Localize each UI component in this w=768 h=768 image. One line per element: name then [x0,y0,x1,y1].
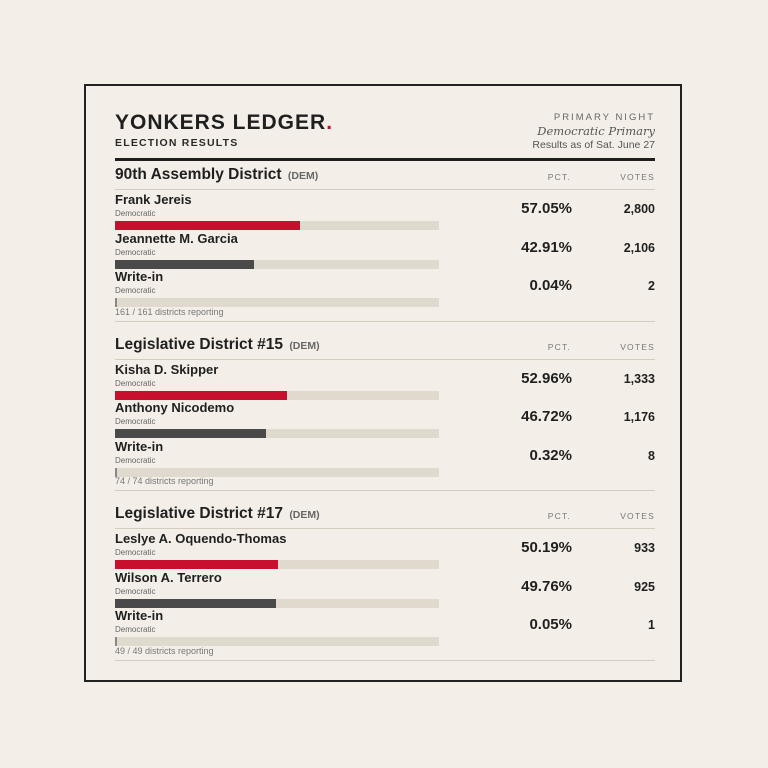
candidate-affiliation: Democratic [115,286,156,295]
candidate-votes: 1,333 [623,371,655,386]
brand-subtitle: ELECTION RESULTS [115,137,239,149]
candidate-votes: 1 [648,618,655,632]
race-party: (DEM) [289,339,320,352]
candidate-pct: 50.19% [521,539,572,556]
candidate-votes: 2,800 [623,202,655,216]
candidate-affiliation: Democratic [115,378,156,388]
candidate-name: Anthony Nicodemo [115,400,235,415]
candidate-row [115,437,655,476]
brand-name: YONKERS LEDGER [115,111,327,134]
candidate-name: Jeannette M. Garcia [115,230,238,246]
race-name: 90th Assembly District [115,166,282,183]
race-header [115,161,655,190]
candidate-row [115,267,655,306]
candidate-row [115,529,655,568]
races-list [115,161,655,661]
candidate-affiliation: Democratic [115,417,156,426]
race-block [115,500,655,661]
candidate-name: Write-in [115,438,164,454]
masthead [115,112,655,156]
candidate-pct: 0.32% [529,446,572,464]
reporting-status [115,306,655,322]
reporting-status [115,645,655,661]
pct-column-header: PCT. [547,341,571,352]
race-block [115,331,655,501]
reporting-status [115,475,655,491]
race-spacer [115,322,655,331]
votes-column-header: VOTES [620,172,655,182]
candidate-row [115,568,655,607]
race-header [115,500,655,529]
candidate-row [115,229,655,268]
candidate-affiliation: Democratic [115,625,156,634]
race-name: Legislative District #17 [115,505,283,522]
votes-column-header: VOTES [620,511,655,521]
candidate-votes: 933 [634,541,655,555]
candidate-pct: 46.72% [521,408,572,425]
candidate-votes: 2,106 [623,240,655,255]
edition-kicker: PRIMARY NIGHT [553,112,655,123]
candidate-affiliation: Democratic [115,247,156,257]
candidate-pct: 0.04% [529,277,572,294]
reporting-text: 161 / 161 districts reporting [115,306,224,317]
candidate-votes: 1,176 [623,410,655,424]
candidate-pct: 57.05% [521,200,572,217]
race-title [115,505,320,523]
candidate-name: Wilson A. Terrero [115,569,222,585]
pct-column-header: PCT. [547,172,571,182]
candidate-affiliation: Democratic [115,586,156,596]
race-spacer [115,491,655,500]
candidate-affiliation: Democratic [115,209,156,218]
candidate-row [115,190,655,229]
reporting-text: 74 / 74 districts reporting [115,476,214,486]
candidate-name: Frank Jereis [115,192,192,207]
edition-meta [532,112,655,152]
candidate-pct: 0.05% [529,616,572,633]
race-title [115,166,318,184]
candidate-name: Kisha D. Skipper [115,361,219,377]
edition-primary: Democratic Primary [537,124,655,138]
reporting-text: 49 / 49 districts reporting [115,645,214,656]
candidate-row [115,606,655,645]
race-header [115,331,655,360]
results-content [115,112,655,661]
candidate-name: Write-in [115,608,164,623]
race-name: Legislative District #15 [115,335,283,353]
race-block [115,161,655,331]
candidate-row [115,360,655,399]
brand-dot: . [326,111,334,134]
votes-column-header: VOTES [620,341,655,352]
race-party: (DEM) [287,170,319,182]
candidate-votes: 8 [648,448,655,463]
candidate-affiliation: Democratic [115,548,156,557]
candidate-affiliation: Democratic [115,455,156,465]
candidate-pct: 49.76% [521,577,572,595]
results-card [84,84,682,682]
candidate-pct: 42.91% [521,238,572,256]
candidate-name: Write-in [115,269,164,284]
candidate-votes: 925 [634,579,655,594]
results-timestamp: Results as of Sat. June 27 [532,139,655,151]
race-party: (DEM) [289,509,320,521]
candidate-name: Leslye A. Oquendo-Thomas [115,531,287,546]
race-title [115,336,320,354]
candidate-row [115,398,655,437]
candidate-pct: 52.96% [521,369,572,387]
pct-column-header: PCT. [547,511,571,521]
candidate-votes: 2 [648,279,655,293]
